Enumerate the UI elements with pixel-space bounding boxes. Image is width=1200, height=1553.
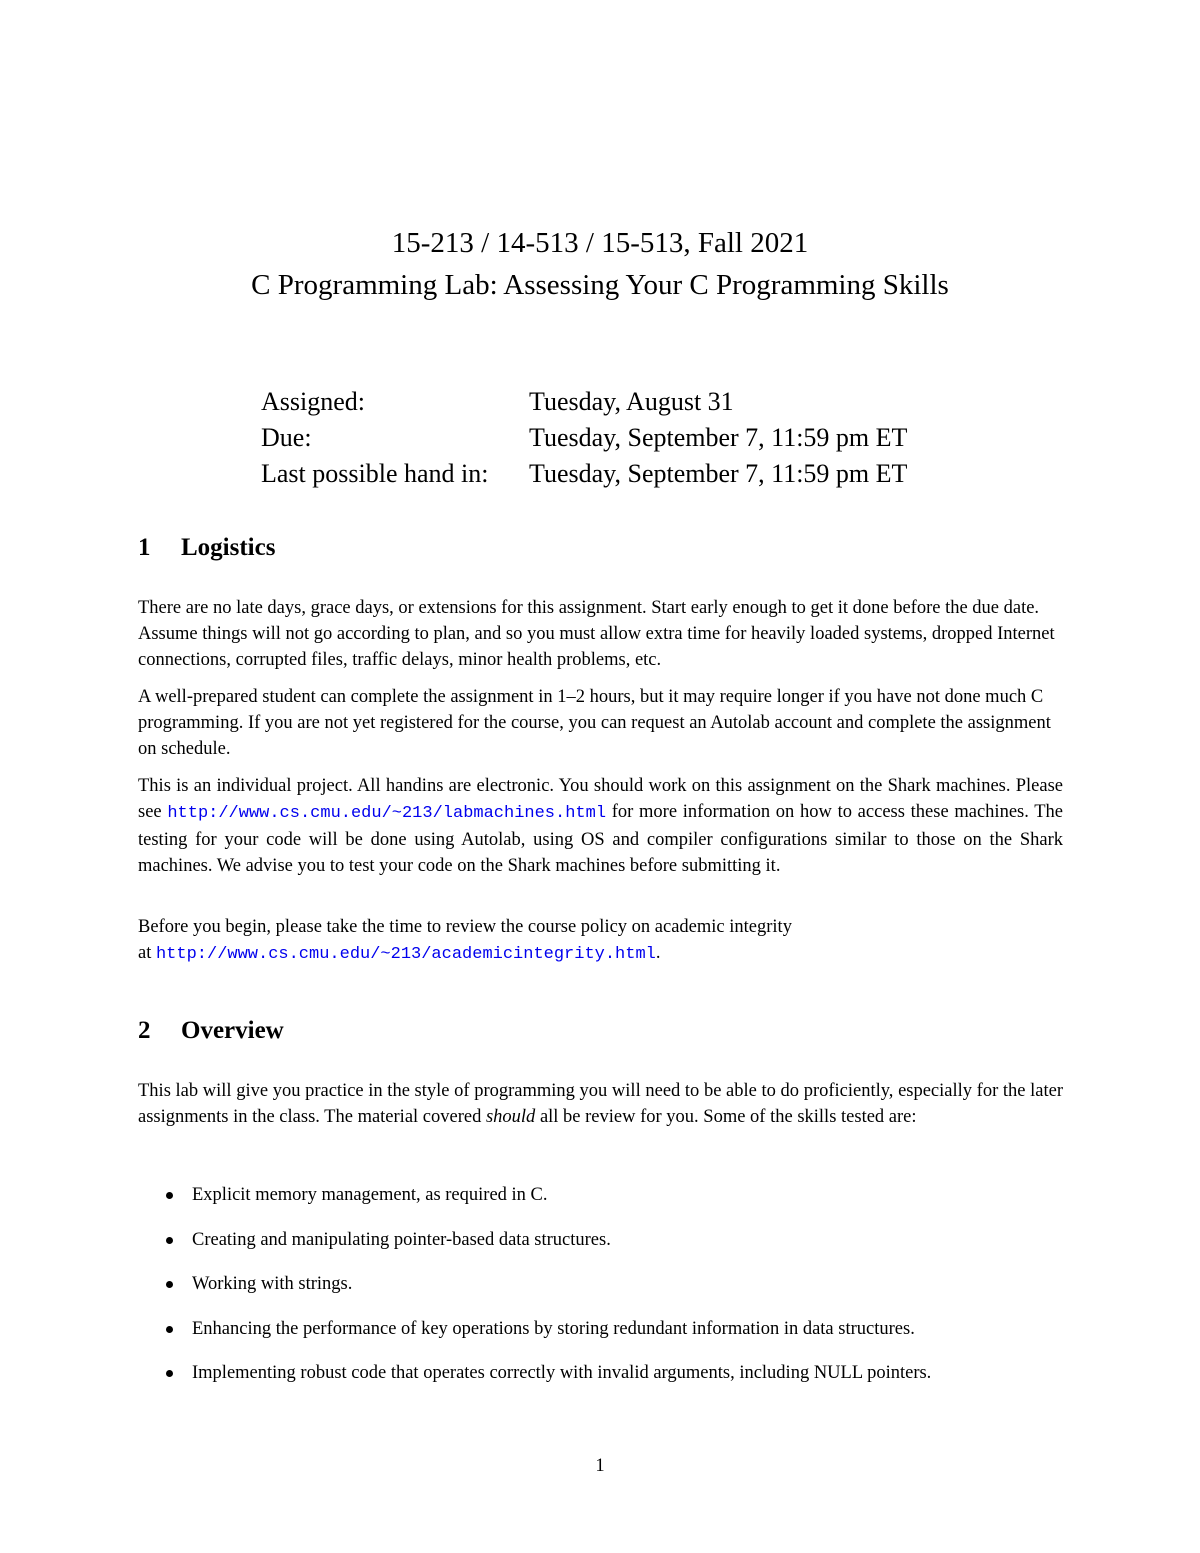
dates-row-assigned: [261, 384, 907, 420]
date-value: Tuesday, August 31: [529, 387, 734, 416]
paragraph-text: This is an individual project. All handins are electronic. You should work on this assignment on the Shark machines. Please see: [138, 776, 1063, 822]
document-title: C Programming Lab: Assessing Your C Programming Skills: [251, 269, 949, 301]
bullet-icon: [166, 1192, 173, 1199]
paragraph-time-estimate: A well-prepared student can complete the assignment in 1–2 hours, but it may require longer if you have not done much C programming. If you are not yet registered for the course, you can request an Autolab account and complete the assignment on schedule.: [138, 687, 1051, 759]
bullet-icon: [166, 1281, 173, 1288]
paragraph-overview-intro: [138, 1078, 1063, 1130]
date-value: Tuesday, September 7, 11:59 pm ET: [529, 423, 908, 452]
paragraph-individual-project: [138, 773, 1063, 879]
list-item: [160, 1227, 1060, 1272]
emphasis-text: should: [485, 1107, 536, 1127]
dates-row-due: [261, 420, 907, 456]
paragraph-text: Before you begin, please take the time to review the course policy on academic integrity: [138, 917, 792, 937]
date-label: Last possible hand in:: [261, 459, 489, 488]
date-value: Tuesday, September 7, 11:59 pm ET: [529, 459, 908, 488]
paragraph-text: at: [138, 943, 156, 963]
list-item: [160, 1182, 1060, 1227]
paragraph-text: .: [655, 943, 661, 963]
list-item-text: Explicit memory management, as required in C.: [192, 1185, 548, 1205]
bullet-icon: [166, 1237, 173, 1244]
document-header: [0, 222, 1200, 306]
bullet-icon: [166, 1370, 173, 1377]
list-item: [160, 1316, 1060, 1361]
section-heading-logistics: [138, 532, 275, 564]
section-heading-overview: [138, 1015, 284, 1047]
dates-row-last-handin: [261, 456, 907, 492]
section-title: Logistics: [181, 534, 276, 561]
list-item-text: Working with strings.: [192, 1274, 353, 1294]
skills-list: [160, 1182, 1060, 1405]
dates-table: [261, 384, 907, 492]
page-number: 1: [595, 1456, 605, 1476]
bullet-icon: [166, 1326, 173, 1333]
section-title: Overview: [181, 1017, 284, 1044]
list-item-text: Implementing robust code that operates correctly with invalid arguments, including NULL pointers.: [192, 1363, 932, 1383]
section-number: 2: [138, 1017, 151, 1044]
date-label: Due:: [261, 423, 312, 452]
academic-integrity-link[interactable]: http://www.cs.cmu.edu/~213/academicintegrity.html: [155, 945, 656, 964]
list-item-text: Enhancing the performance of key operations by storing redundant information in data structures.: [192, 1318, 915, 1339]
date-label: Assigned:: [261, 387, 365, 416]
paragraph-text: all be review for you. Some of the skills tested are:: [535, 1107, 917, 1127]
paragraph-text: This lab will give you practice in the style of programming you will need to be able to do proficiently, especially for the later assignments in the class. The material covered: [138, 1081, 1063, 1127]
paragraph-academic-integrity: [138, 914, 1063, 968]
section-number: 1: [138, 534, 151, 561]
list-item-text: Creating and manipulating pointer-based data structures.: [192, 1229, 611, 1250]
list-item: [160, 1360, 1060, 1405]
paragraph-text: for more information on how to access these machines. The testing for your code will be done using Autolab, using OS and compiler configurations similar to those on the Shark machines. We advise you to test your code on the Shark machines before submitting it.: [138, 802, 1063, 876]
course-line: 15-213 / 14-513 / 15-513, Fall 2021: [391, 227, 809, 259]
list-item: [160, 1271, 1060, 1316]
labmachines-link[interactable]: http://www.cs.cmu.edu/~213/labmachines.html: [167, 804, 607, 823]
paragraph-late-policy: There are no late days, grace days, or extensions for this assignment. Start early enough to get it done before the due date. Assume things will not go according to plan, and so you must allow extra time for heavily loaded systems, dropped Internet connections, corrupted files, traffic delays, minor health problems, etc.: [138, 598, 1055, 670]
